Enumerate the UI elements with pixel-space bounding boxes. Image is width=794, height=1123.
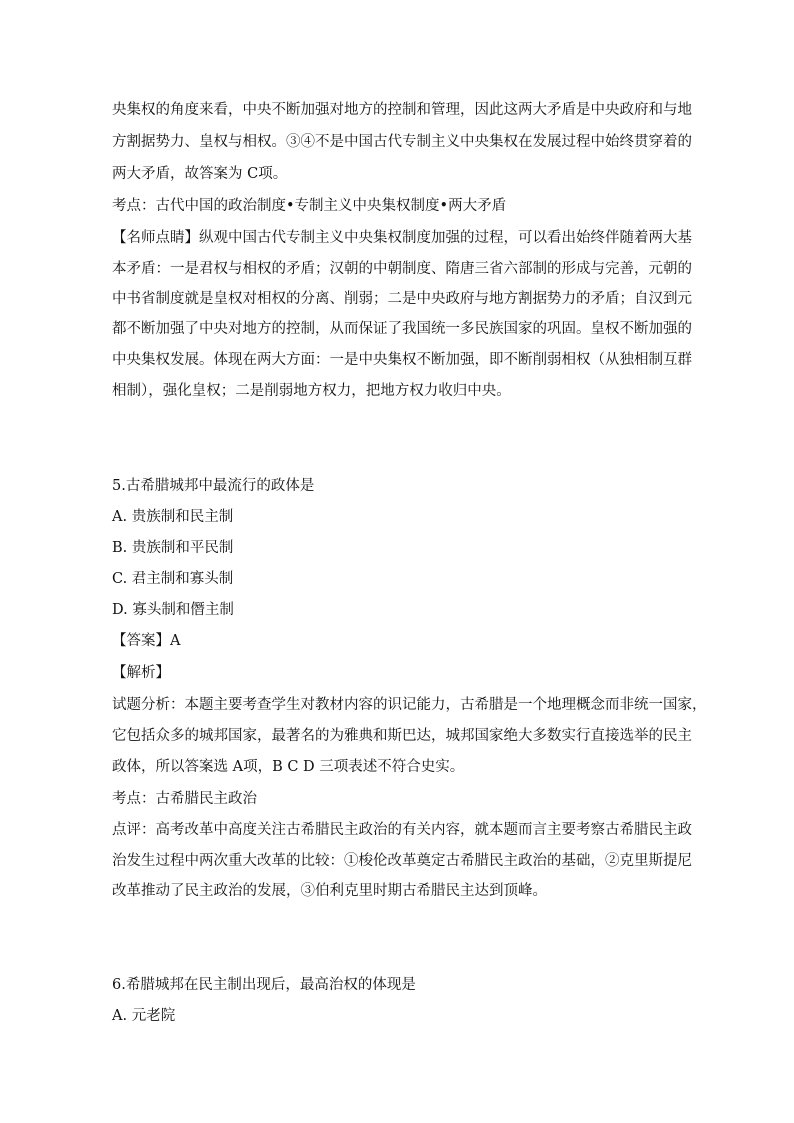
text-line: 本矛盾：一是君权与相权的矛盾；汉朝的中朝制度、隋唐三省六部制的形成与完善，元朝的 (112, 261, 692, 277)
text-line: 【名师点睛】纵观中国古代专制主义中央集权制度加强的过程，可以看出始终伴随着两大基 (112, 230, 692, 246)
text-line: 它包括众多的城邦国家，最著名的为雅典和斯巴达，城邦国家绝大多数实行直接选举的民主 (112, 728, 692, 744)
question-5-stem: 5.古希腊城邦中最流行的政体是 (112, 478, 315, 494)
text-line: 中书省制度就是皇权对相权的分离、削弱；二是中央政府与地方割据势力的矛盾；自汉到元 (112, 291, 692, 307)
question-6-stem: 6.希腊城邦在民主制出现后，最高治权的体现是 (112, 977, 416, 993)
text-line: 中央集权发展。体现在两大方面：一是中央集权不断加强，即不断削弱相权（从独相制互群 (112, 352, 692, 368)
text-line: 考点：古代中国的政治制度•专制主义中央集权制度•两大矛盾 (112, 198, 507, 214)
text-line: 政体，所以答案选 A项，B C D 三项表述不符合史实。 (112, 759, 465, 775)
text-line: 都不断加强了中央对地方的控制，从而保证了我国统一多民族国家的巩固。皇权不断加强的 (112, 321, 692, 337)
analysis-label: 【解析】 (112, 665, 170, 681)
text-line: 相制），强化皇权；二是削弱地方权力，把地方权力收归中央。 (112, 383, 511, 399)
option-c: C. 君主制和寡头制 (112, 571, 234, 587)
option-d: D. 寡头制和僭主制 (112, 602, 234, 618)
text-line: 治发生过程中两次重大改革的比较：①梭伦改革奠定古希腊民主政治的基础，②克里斯提尼 (112, 853, 692, 869)
text-line: 两大矛盾，故答案为 C项。 (112, 166, 288, 182)
text-line: 方割据势力、皇权与相权。③④不是中国古代专制主义中央集权在发展过程中始终贯穿着的 (112, 134, 692, 150)
option-a: A. 元老院 (112, 1008, 176, 1024)
option-b: B. 贵族制和平民制 (112, 540, 234, 556)
text-line: 改革推动了民主政治的发展，③伯利克里时期古希腊民主达到顶峰。 (112, 883, 547, 899)
text-line: 央集权的角度来看，中央不断加强对地方的控制和管理，因此这两大矛盾是中央政府和与地 (112, 102, 692, 118)
text-line: 试题分析：本题主要考查学生对教材内容的识记能力，古希腊是一个地理概念而非统一国家， (112, 697, 707, 713)
text-line: 点评：高考改革中高度关注古希腊民主政治的有关内容，就本题而言主要考察古希腊民主政 (112, 822, 692, 838)
answer-label: 【答案】A (112, 633, 181, 649)
option-a: A. 贵族制和民主制 (112, 509, 234, 525)
text-line: 考点：古希腊民主政治 (112, 791, 257, 807)
